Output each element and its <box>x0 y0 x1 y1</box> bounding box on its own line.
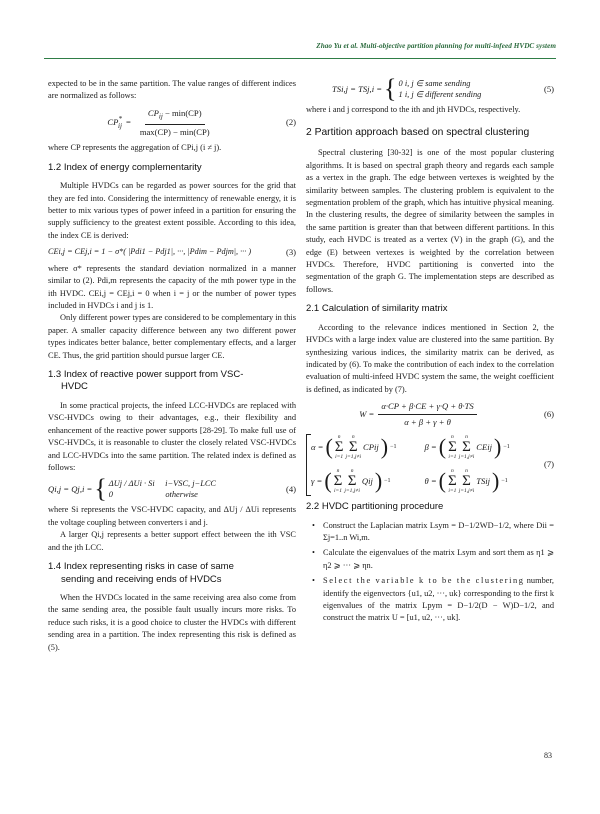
section-heading-1-3: 1.3 Index of reactive power support from VSC- HVDC <box>48 368 244 393</box>
equation-number: (4) <box>285 484 296 495</box>
list-item: • Select the variable k to be the clustering number, identify the eigenvectors {u1, u2, ···, uk} corresponding to the first k eigenvalues of the matrix Lpym = D−1/2(D − W)D−1/2, and construct the matrix U = [u1, u2, ···, uk]. <box>312 575 554 625</box>
section-heading-2-1: 2.1 Calculation of similarity matrix <box>306 303 448 315</box>
list-item: • Calculate the eigenvalues of the matrix Lsym and sort them as η1 ⩾ η2 ⩾ ··· ⩾ ηn. <box>312 547 554 572</box>
running-head: Zhao Yu et al. Multi-objective partition planning for multi-infeed HVDC system <box>316 42 556 50</box>
paragraph: In some practical projects, the infeed LCC-HVDCs are replaced with VSC-HVDCs owing to their advantages, e.g., their flexibility and enhancement of the reactive power supports [28-29]. To make full use of VSC-HVDCs, it is reasonable to cluster the closely related VSC-HVDCs and LCC-HVDCs into the same partition. The related index is defined as follows: <box>48 400 296 472</box>
paragraph: Only different power types are considered to be complementary in this paper. A smaller capacity difference between any two different power types indicates better balance, better complementary effects, and a larger CE. Thus, the grid partition should pursue larger CE. <box>48 313 296 360</box>
section-heading-1-4: 1.4 Index representing risks in case of same sending and receiving ends of HVDCs <box>48 561 234 585</box>
equation-2: $CP^*_{ij}$ = $\frac{CP_{ij} - \min(CP)}{\max(CP) - \min(CP)}$ (2) <box>107 107 296 137</box>
equation-number: (3) <box>285 247 296 258</box>
right-column <box>306 74 554 628</box>
paragraph: where Si represents the VSC-HVDC capacity, and ΔUj / ΔUi represents the voltage coupling between converters i and j. <box>48 505 296 527</box>
equation-number: (2) <box>285 117 296 128</box>
equation-6: W = $\frac{\alpha\cdot CP + \beta\cdot CE + \gamma\cdot Q + \theta\cdot TS}{\alpha + \beta + \gamma + \theta}$ (6) <box>359 401 554 427</box>
paragraph: where i and j correspond to the ith and jth HVDCs, respectively. <box>306 105 521 114</box>
left-column <box>48 78 296 654</box>
paragraph: Multiple HVDCs can be regarded as power sources for the grid that they are fed into. Considering the intermittency of renewable energy, it is better to mix various types of power infeed in a partition for ensuring the supply sufficiency to the greatest extent possible. According to this idea, the index CE is derived: <box>48 181 296 240</box>
paragraph: According to the relevance indices mentioned in Section 2, the HVDCs with a large index value are clustered into the same partition. By synthesizing various indices, the similarity matrix can be derived, as indicated by (6). To make the contribution of each index to the correlation evaluation of multi-infeed HVDC system the same, the weight coefficient is defined, as indicated by (7). <box>306 322 554 394</box>
paragraph: where CP represents the aggregation of CPi,j (i ≠ j). <box>48 143 222 153</box>
section-heading-2-2: 2.2 HVDC partitioning procedure <box>306 501 444 513</box>
paragraph: Spectral clustering [30-32] is one of the most popular clustering algorithms. It is based on spectral graph theory and regards each sample as a vertex in the graph. The edge between vertexes is weighted by the similarity between samples. The clustering problem is equivalent to the segmentation problem of the graph, which has intuitive physical meaning. In the clustering results, the degree of similarity between the samples in the same partition is greater than that between different partitions. In this study, each HVDC is treated as a vertex (V) in the graph (G), and the edge (E) between vertexes is weighted by the correlation between HVDCs. Therefore, HVDC partitioning is converted into the segmentation of the graph G. The implementation steps are described as follows. <box>306 148 554 294</box>
paragraph: expected to be in the same partition. The value ranges of different indices are normalized as follows: <box>48 79 296 101</box>
alpha-term: α = ( n Σ i=1 n Σ j=1,j≠i CPij ) −1 <box>311 434 397 461</box>
page-number: 83 <box>544 751 552 760</box>
beta-term: β = ( n Σ i=1 n Σ j=1,j≠i CEij ) −1 <box>424 434 510 461</box>
theta-term: θ = ( n Σ i=1 n Σ j=1,j≠i TSij ) −1 <box>424 468 508 495</box>
section-heading-1-2: 1.2 Index of energy complementarity <box>48 161 202 173</box>
equation-4: Qi,j = Qj,i = { ΔUj / ΔUi · Si i−VSC, j−LCC 0 otherwise (4) <box>48 474 296 504</box>
eq2-fraction: $\frac{CP_{ij} - \min(CP)}{\max(CP) - \min(CP)}$ <box>139 107 210 137</box>
equation-number: (6) <box>543 408 554 419</box>
equation-number: (5) <box>543 83 554 94</box>
section-heading-2: 2 Partition approach based on spectral clustering <box>306 127 530 139</box>
equation-7 <box>306 434 554 494</box>
equation-number: (7) <box>543 458 554 469</box>
gamma-term: γ = ( n Σ i=1 n Σ j=1,j≠i Qij ) −1 <box>311 468 391 495</box>
paragraph: where σ* represents the standard deviation normalized in a manner similar to (2). Pdi,m represents the capacity of the mth power type in the ith HVDC. CEi,j = CEj,i = 0 when i = j or the number of power types included in HVDCs i and j is 1. <box>48 263 296 310</box>
equation-5: TSi,j = TSj,i = { 0 i, j ∈ same sending 1 i, j ∈ different sending (5) <box>332 74 554 103</box>
procedure-list <box>312 520 554 625</box>
equation-3: CEi,j = CEj,i = 1 − σ*( |Pdi1 − Pdj1|, ···, |Pdim − Pdjm|, ··· ) (3) <box>48 247 296 258</box>
paragraph: A larger Qi,j represents a better support effect between the ith VSC and the jth LCC. <box>48 530 296 552</box>
paragraph: When the HVDCs located in the same receiving area also come from the same sending area, the possible fault usually incurs more risks. To reduce such risks, it is a good choice to cluster the HVDCs with different sending area in a partition. The index representing this risk is defined as (5). <box>48 593 296 652</box>
eq2-lhs: $CP^*_{ij}$ <box>107 115 122 130</box>
header-rule <box>44 58 556 59</box>
list-item: • Construct the Laplacian matrix Lsym = D−1/2WD−1/2, where Dii = Σj=1..n Wi,m. <box>312 520 554 545</box>
